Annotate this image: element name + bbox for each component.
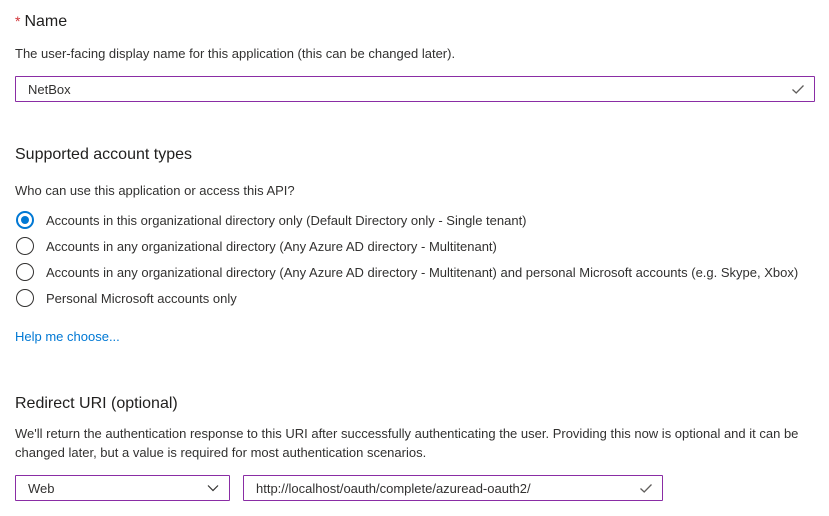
name-field-wrapper: [15, 76, 815, 102]
radio-button-icon[interactable]: [16, 263, 34, 281]
required-asterisk: *: [15, 13, 21, 29]
name-section-title: Name: [24, 13, 68, 30]
radio-option-personal-only[interactable]: [15, 285, 815, 311]
name-input[interactable]: [15, 76, 815, 102]
redirect-uri-controls: [15, 475, 815, 501]
radio-option-multitenant-personal[interactable]: [15, 259, 815, 285]
radio-option-label: Accounts in this organizational directory only (Default Directory only - Single tenant): [46, 212, 527, 228]
help-me-choose-link[interactable]: Help me choose...: [15, 329, 120, 344]
uri-field-wrapper: [243, 475, 663, 501]
radio-button-icon[interactable]: [16, 211, 34, 229]
radio-option-label: Accounts in any organizational directory (Any Azure AD directory - Multitenant) and personal Microsoft accounts (e.g. Skype, Xbox): [46, 264, 799, 280]
chevron-down-icon: [206, 481, 220, 495]
radio-option-multitenant[interactable]: [15, 233, 815, 259]
radio-option-single-tenant[interactable]: [15, 207, 815, 233]
account-types-question: Who can use this application or access this API?: [15, 183, 295, 198]
radio-option-label: Personal Microsoft accounts only: [46, 290, 237, 306]
name-section-heading: [15, 10, 815, 33]
name-description: The user-facing display name for this application (this can be changed later).: [15, 46, 456, 61]
account-types-radio-group: [15, 207, 815, 311]
radio-button-icon[interactable]: [16, 289, 34, 307]
platform-select[interactable]: [15, 475, 230, 501]
radio-button-icon[interactable]: [16, 237, 34, 255]
redirect-uri-description: We'll return the authentication response to this URI after successfully authenticating the user. Providing this now is optional and it can be changed later, but a value is required for most authentication scenarios.: [15, 426, 799, 460]
redirect-uri-input[interactable]: [243, 475, 663, 501]
radio-option-label: Accounts in any organizational directory (Any Azure AD directory - Multitenant): [46, 238, 497, 254]
account-types-heading: Supported account types: [15, 146, 193, 163]
redirect-uri-heading: Redirect URI (optional): [15, 395, 178, 412]
platform-select-value: Web: [28, 480, 55, 496]
